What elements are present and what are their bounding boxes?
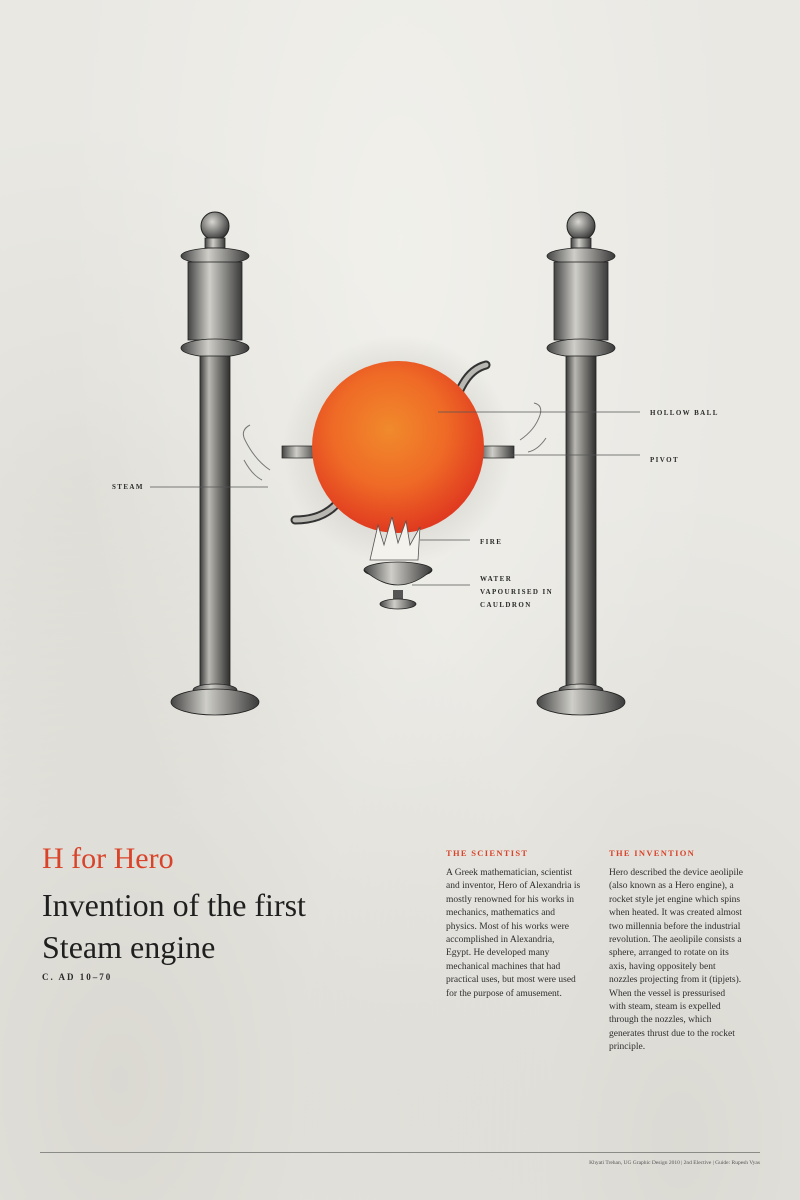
scientist-heading: THE SCIENTIST xyxy=(446,848,529,858)
label-hollow-ball: HOLLOW BALL xyxy=(650,409,719,417)
label-fire: FIRE xyxy=(480,538,503,546)
footer-rule xyxy=(40,1152,760,1153)
hollow-ball xyxy=(312,361,484,533)
poster-letter-title: H for Hero xyxy=(42,842,174,875)
right-pillar xyxy=(537,212,625,715)
invention-text: Hero described the device aeolipile (also known as a Hero engine), a rocket style jet engine which spins when heated. It was created almost two millennia before the industrial revolution. The aeolipile consists a sphere, arranged to rotate on its axis, having oppositely bent nozzles projecting from it (tipjets). When the vessel is pressurised with steam, steam is expelled through the nozzles, which generates thrust due to the rocket principle. xyxy=(609,868,743,1053)
poster-main-title: Invention of the first Steam engine xyxy=(42,887,306,965)
invention-heading: THE INVENTION xyxy=(609,848,696,858)
label-water-vapourised: WATER VAPOURISED IN CAULDRON xyxy=(480,575,554,609)
label-steam: STEAM xyxy=(112,483,144,491)
scientist-text: A Greek mathematician, scientist and inventor, Hero of Alexandria is mostly renowned for his works in mechanics, mathematics and physics. Most of his works were accomplished in Alexandria, Egypt. He developed many mechanical machines that had practical uses, but most were used for the purpose of amusement. xyxy=(446,868,581,999)
poster-date: C. AD 10–70 xyxy=(42,972,113,982)
footer-credits: Khyati Trehan, UG Graphic Design 2010 | 2nd Elective | Guide: Rupesh Vyas xyxy=(589,1160,760,1166)
cauldron xyxy=(364,562,432,609)
label-pivot: PIVOT xyxy=(650,456,680,464)
